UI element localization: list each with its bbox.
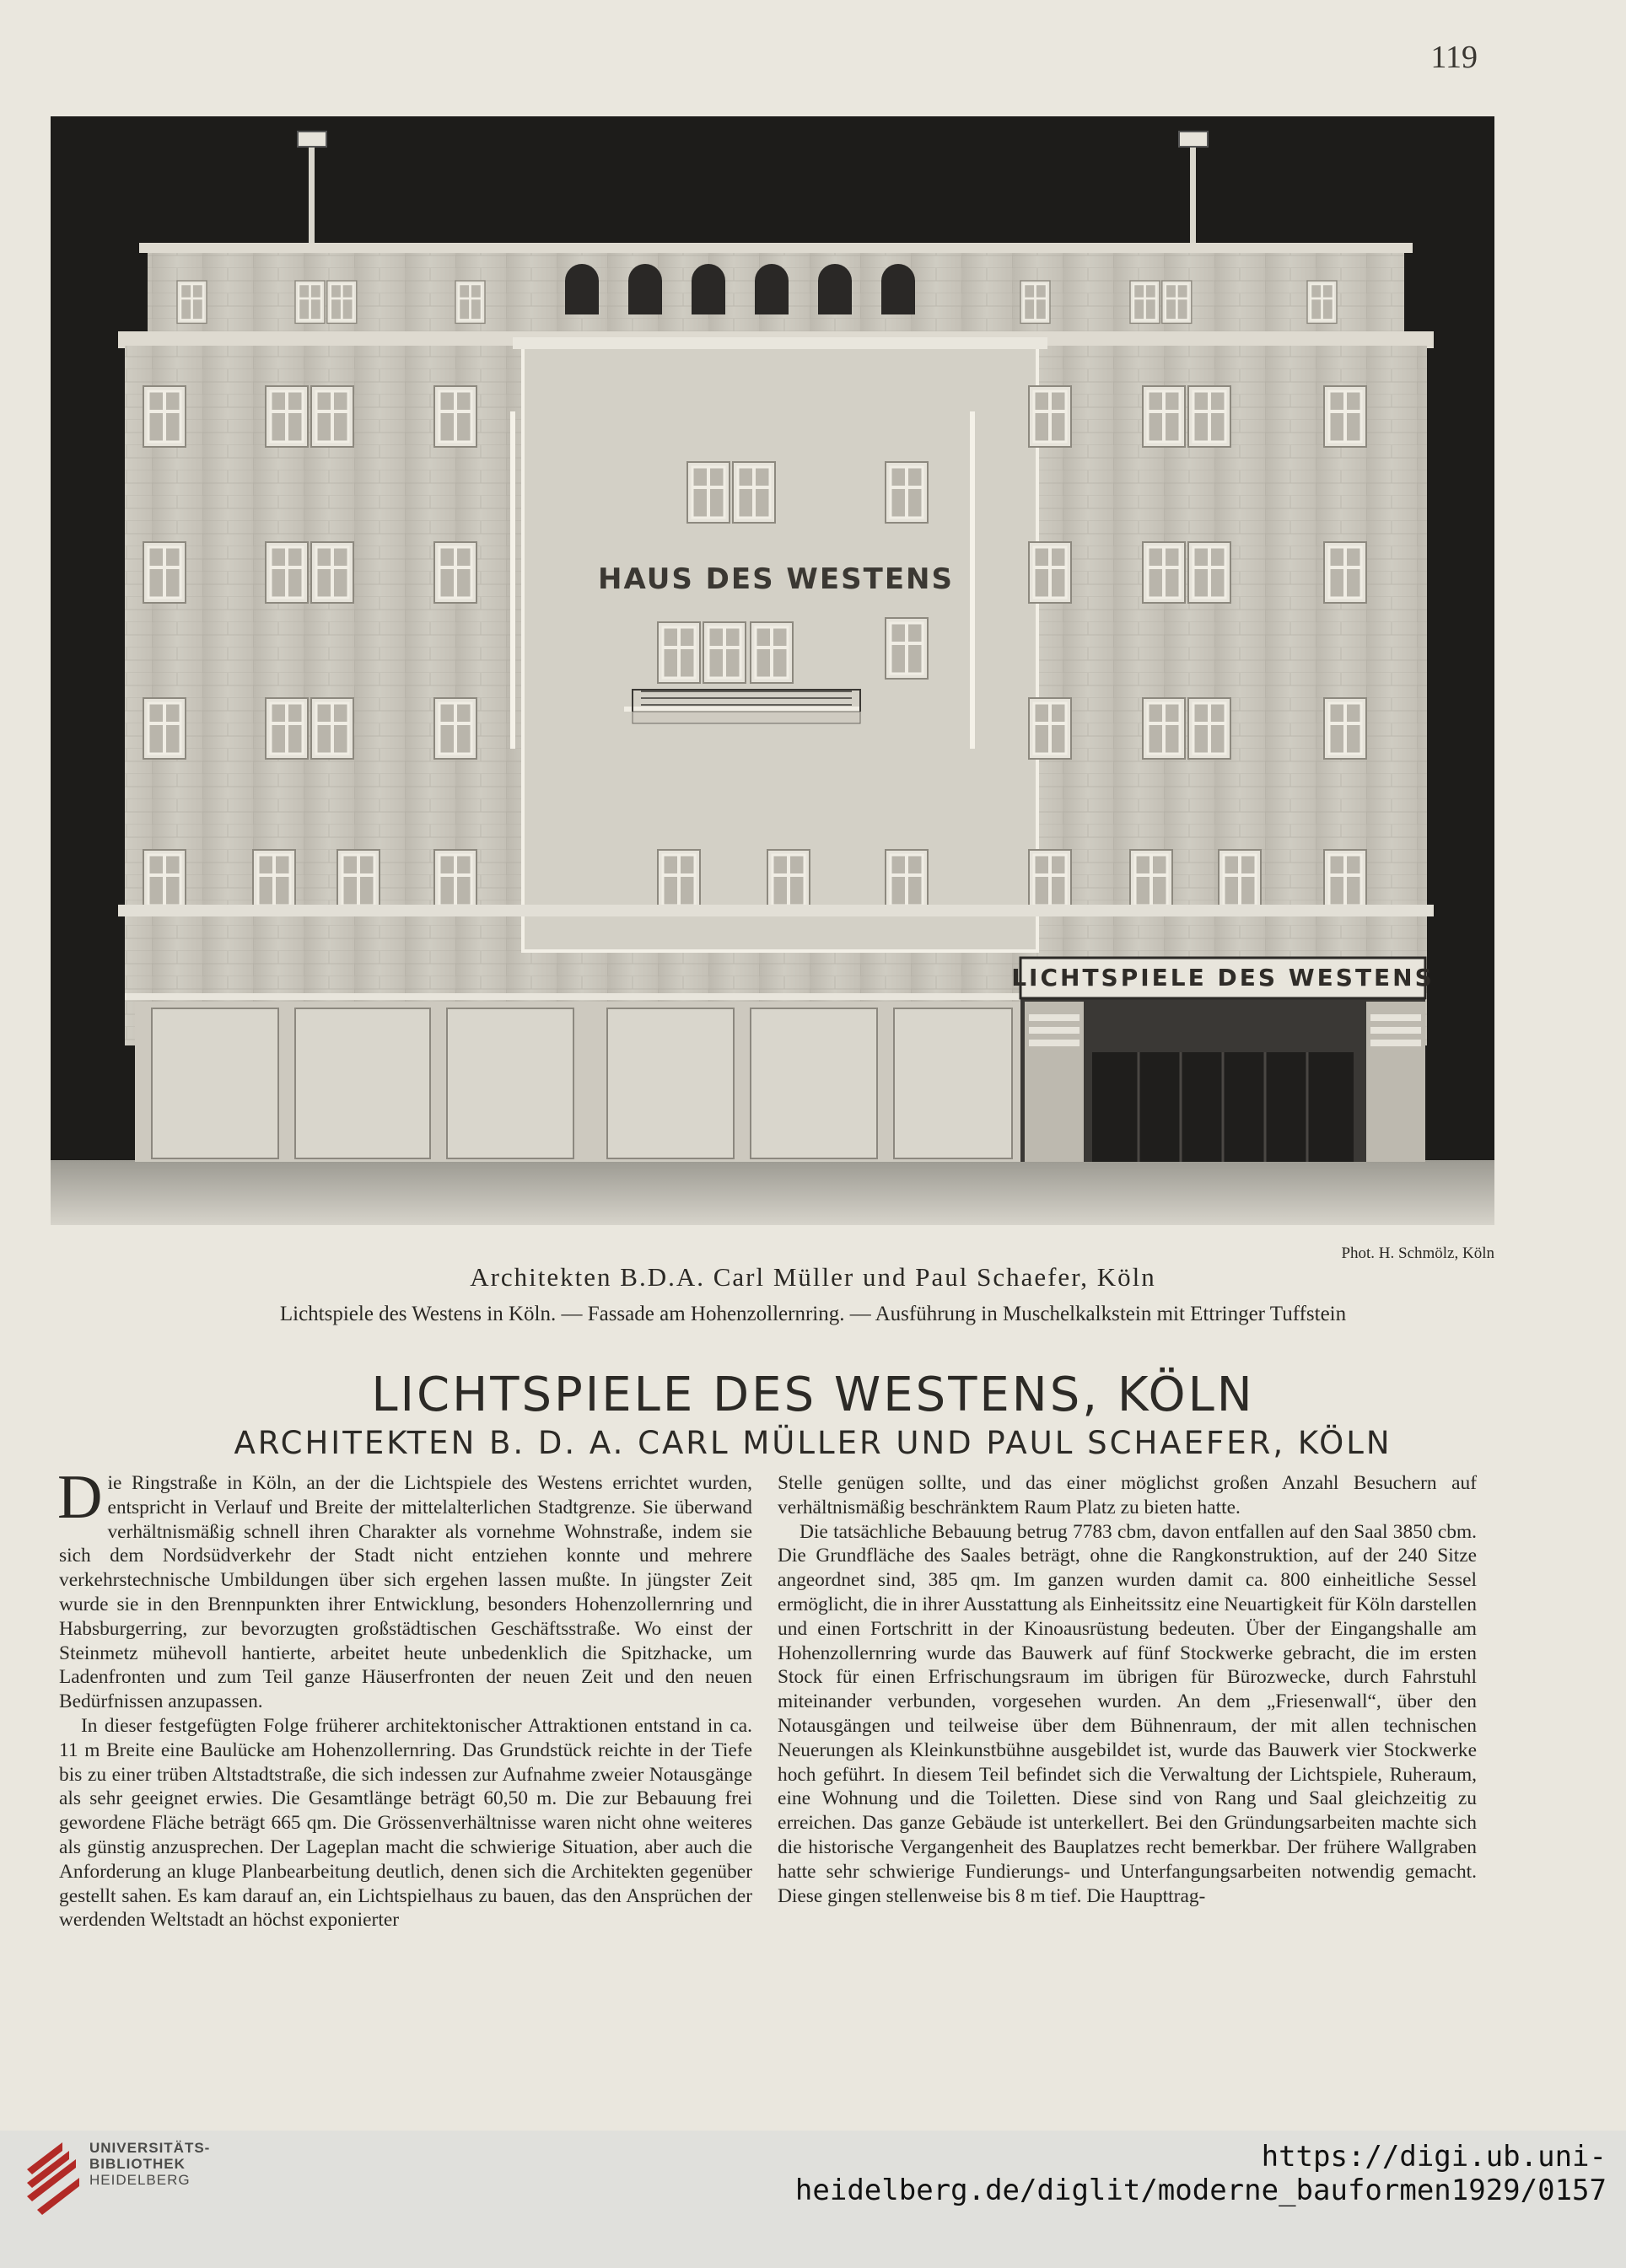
paragraph-1 bbox=[57, 1463, 752, 1714]
article-subtitle: ARCHITEKTEN B. D. A. CARL MÜLLER UND PAUL SCHAEFER, KÖLN bbox=[234, 1425, 1392, 1461]
paragraph-4: Die tatsächliche Bebauung betrug 7783 cbm, davon entfallen auf den Saal 3850 cbm. Die Grundfläche des Saales beträgt, ohne die Rangkonstruktion, auf der 240 Sitze angeordnet sind, 385 qm. Im ganzen wurden damit ca. 800 einheitliche Sessel ermöglicht, die in ihrer Ausstattung als Einheitssitz eine Neuartigkeit für Köln darstellen und einen Fortschritt in der Kinoausrüstung bedeuten. Über der Eingangshalle am Hohenzollernring wurde das Bauwerk auf fünf Stockwerke gebracht, die im ersten Stock für einen Erfrischungsraum im übrigen für Bürozwecke, durch Fahrstuhl miteinander verbunden, vorgesehen wurden. An dem „Friesenwall“, über den Notausgängen und teilweise über dem Bühnenraum, der mit allen technischen Neuerungen als Kleinkunstbühne ausgebildet ist, wurde das Bauwerk vier Stockwerke hoch geführt. In diesem Teil befindet sich die Verwaltung der Lichtspiele, Ruheraum, eine Wohnung und die Toiletten. Diese sind von Rang und Saal gleichzeitig zu erreichen. Das ganze Gebäude ist unterkellert. Bei den Gründungsarbeiten machte sich die historische Vergangenheit des Bauplatzes recht bemerkbar. Der frühere Wallgraben hatte sehr schwierige Fundierungs- und Unterfangungsarbeiten notwendig gemacht. Diese gingen stellenweise bis 8 m tief. Die Haupttrag- bbox=[778, 1520, 1477, 1907]
photo-credit: Phot. H. Schmölz, Köln bbox=[1341, 1244, 1494, 1262]
article-column-right bbox=[778, 1471, 1477, 1908]
drop-cap: D bbox=[57, 1463, 103, 1532]
facade-model-illustration bbox=[51, 116, 1494, 1225]
library-name-line-1: UNIVERSITÄTS- bbox=[89, 2140, 211, 2156]
building-facade-photo bbox=[51, 116, 1494, 1225]
paragraph-3: Stelle genügen sollte, und das einer möglichst großen Anzahl Besuchern auf verhältnismäßig beschränktem Raum Platz zu bieten hatte. bbox=[778, 1472, 1477, 1518]
paragraph-2: In dieser festgefügten Folge früherer architektonischer Attraktionen entstand in ca. 11 m Breite eine Baulücke am Hohenzollernring. Das Grundstück reichte in der Tiefe bis zu einer trüben Altstadtstraße, die sich indessen zur Aufnahme zweier Notausgänge als sehr geeignet erwies. Die Gesamtlänge beträgt 60,50 m. Die zur Bebauung frei gewordene Fläche beträgt 665 qm. Die Grössenverhältnisse waren nicht ohne weiteres als günstig anzusprechen. Der Lageplan macht die schwierige Situation, aber auch die Anforderung an kluge Planbearbeitung deutlich, denen sich die Architekten gegenüber gestellt sahen. Es kam darauf an, ein Lichtspielhaus zu bauen, das den Ansprüchen der werdenden Weltstadt an höchst exponierter bbox=[59, 1714, 752, 1932]
library-name-line-3: HEIDELBERG bbox=[89, 2172, 191, 2188]
source-url-link[interactable]: https://digi.ub.uni-heidelberg.de/diglit/moderne_bauformen1929/0157 bbox=[794, 2140, 1607, 2207]
article-title: LICHTSPIELE DES WESTENS, KÖLN bbox=[371, 1368, 1255, 1422]
university-library-logo-icon[interactable] bbox=[20, 2136, 86, 2217]
facade-sign-upper: HAUS DES WESTENS bbox=[597, 562, 955, 596]
library-name-line-2: BIBLIOTHEK bbox=[89, 2156, 186, 2172]
page-number: 119 bbox=[1430, 40, 1478, 75]
library-name[interactable] bbox=[89, 2140, 210, 2188]
paragraph-1-text: ie Ringstraße in Köln, an der die Lichtspiele des Westens errichtet wurden, entspricht in Verlauf und Breite der mittelalterlichen Stadtgrenze. Sie überwand verhältnismäßig schnell ihren Charakter als vornehme Wohnstraße, indem sie sich dem Nordsüdverkehr der Stadt nicht entziehen konnte und mehrere verkehrstechnische Umbildungen über sich ergehen lassen mußte. In jüngster Zeit wurde sie in den Brennpunkten ihrer Entwicklung, besonders Hohenzollernring und Habsburgerring, zur bevorzugten großstädtischen Geschäftsstraße. Wo einst der Steinmetz mühevoll hantierte, arbeitet heute unbedenklich die Spitzhacke, um Ladenfronten und zum Teil ganze Häuserfronten der neuen Zeit und den neuen Bedürfnissen anzupassen. bbox=[59, 1472, 752, 1713]
caption-architects: Architekten B.D.A. Carl Müller und Paul Schaefer, Köln bbox=[470, 1262, 1156, 1292]
caption-description: Lichtspiele des Westens in Köln. — Fassade am Hohenzollernring. — Ausführung in Muschelkalkstein mit Ettringer Tuffstein bbox=[279, 1303, 1347, 1325]
facade-sign-lower: LICHTSPIELE DES WESTENS bbox=[1011, 964, 1435, 992]
article-column-left bbox=[57, 1463, 752, 1932]
